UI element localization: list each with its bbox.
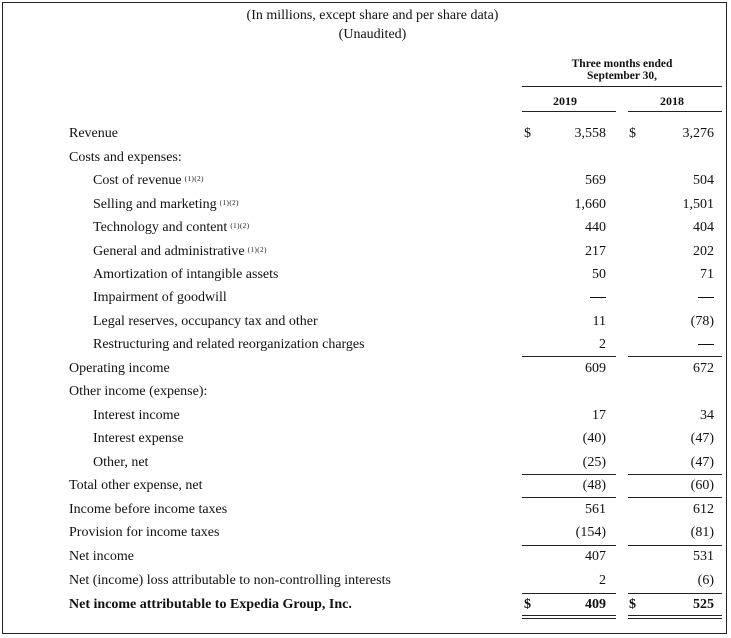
row-label-text: Interest income — [93, 408, 180, 423]
row-label-text: Net income attributable to Expedia Group, Inc. — [69, 597, 352, 612]
table-row — [0, 243, 731, 261]
row-label-text: General and administrative — [93, 244, 245, 259]
period-heading — [522, 58, 722, 82]
year-2019-header: 2019 — [553, 94, 577, 108]
value-2019: 561 — [585, 502, 606, 517]
row-label-text: Cost of revenue — [93, 173, 182, 188]
table-row — [0, 524, 731, 542]
value-2018: (47) — [690, 431, 714, 446]
row-label-text: Total other expense, net — [69, 478, 203, 493]
total-double-rule — [628, 615, 722, 619]
value-2018 — [698, 336, 714, 354]
value-2019: (40) — [582, 431, 606, 446]
row-label-text: Amortization of intangible assets — [93, 267, 279, 282]
period-underline — [522, 86, 722, 87]
row-label — [69, 524, 219, 542]
row-label — [93, 219, 250, 237]
row-label — [93, 172, 204, 190]
value-2018: 3,276 — [682, 126, 714, 141]
table-row — [0, 548, 731, 566]
value-2019: 609 — [585, 361, 606, 376]
row-label — [69, 477, 203, 495]
value-2019: (25) — [582, 455, 606, 470]
value-2018: (78) — [690, 314, 714, 329]
row-label — [93, 266, 278, 284]
value-2018: 404 — [693, 220, 714, 235]
row-label — [93, 196, 239, 214]
value-2019: 217 — [585, 244, 606, 259]
footnote-marker: (1)(2) — [230, 222, 250, 230]
row-label — [93, 407, 180, 425]
value-2019: 407 — [585, 549, 606, 564]
row-label — [93, 430, 184, 448]
row-label — [69, 360, 170, 378]
row-label-text: Interest expense — [93, 431, 184, 446]
row-label-text: Costs and expenses: — [69, 150, 182, 165]
subtotal-rule — [628, 545, 722, 546]
value-2019: 2 — [599, 337, 606, 352]
nil-dash — [698, 297, 714, 298]
year-2018-underline — [628, 111, 722, 112]
row-label-text: Impairment of goodwill — [93, 290, 227, 305]
row-label — [93, 243, 267, 261]
table-row — [0, 125, 731, 143]
value-2019: 569 — [585, 173, 606, 188]
nil-dash — [590, 297, 606, 298]
currency-symbol-2018: $ — [629, 126, 636, 141]
subtotal-rule — [522, 497, 616, 498]
row-label-text: Income before income taxes — [69, 502, 228, 517]
value-2019: 50 — [592, 267, 606, 282]
row-label — [93, 289, 227, 307]
row-label-text: Revenue — [69, 126, 118, 141]
value-2018: 1,501 — [682, 197, 714, 212]
value-2019: 11 — [592, 314, 606, 329]
table-row — [0, 501, 731, 519]
row-label — [69, 548, 134, 566]
row-label-text: Restructuring and related reorganization charges — [93, 337, 365, 352]
value-2018: (47) — [690, 455, 714, 470]
row-label — [69, 383, 207, 401]
value-2018: (81) — [690, 525, 714, 540]
year-2018-header: 2018 — [660, 94, 684, 108]
value-2018: (60) — [690, 478, 714, 493]
subtotal-rule — [522, 356, 616, 357]
table-row — [0, 383, 731, 401]
table-row — [0, 196, 731, 214]
row-label — [93, 313, 318, 331]
footnote-marker: (1)(2) — [184, 175, 204, 183]
table-row — [0, 336, 731, 354]
row-label-text: Net income — [69, 549, 134, 564]
table-row — [0, 149, 731, 167]
nil-dash — [698, 344, 714, 345]
table-row — [0, 313, 731, 331]
subtotal-rule — [628, 356, 722, 357]
total-double-rule — [522, 615, 616, 619]
value-2018: 71 — [700, 267, 714, 282]
value-2018: 34 — [700, 408, 714, 423]
value-2019: 2 — [599, 573, 606, 588]
row-label-text: Other, net — [93, 455, 149, 470]
subtotal-rule — [522, 593, 616, 594]
value-2019: 17 — [592, 408, 606, 423]
footnote-marker: (1)(2) — [247, 246, 267, 254]
table-row — [0, 477, 731, 495]
value-2018: (6) — [697, 573, 714, 588]
unaudited-note: (Unaudited) — [338, 27, 407, 42]
subtotal-rule — [522, 474, 616, 475]
subtotal-rule — [628, 593, 722, 594]
value-2018: 525 — [693, 597, 714, 612]
footnote-marker: (1)(2) — [219, 199, 239, 207]
row-label-text: Operating income — [69, 361, 170, 376]
value-2019: 1,660 — [574, 197, 606, 212]
subtotal-rule — [628, 497, 722, 498]
value-2018: 612 — [693, 502, 714, 517]
row-label-text: Net (income) loss attributable to non-controlling interests — [69, 573, 391, 588]
value-2019: 440 — [585, 220, 606, 235]
row-label — [93, 454, 148, 472]
table-row — [0, 430, 731, 448]
subtotal-rule — [522, 545, 616, 546]
value-2018 — [698, 289, 714, 307]
table-row — [0, 454, 731, 472]
units-note: (In millions, except share and per share data) — [246, 8, 499, 23]
currency-symbol-2019: $ — [524, 126, 531, 141]
row-label — [69, 596, 352, 614]
value-2019: (48) — [582, 478, 606, 493]
value-2018: 531 — [693, 549, 714, 564]
value-2018: 202 — [693, 244, 714, 259]
value-2018: 672 — [693, 361, 714, 376]
subtotal-rule — [628, 474, 722, 475]
period-heading-line1: Three months ended — [571, 58, 673, 70]
row-label — [69, 149, 182, 167]
table-row — [0, 289, 731, 307]
value-2019: (154) — [575, 525, 606, 540]
currency-symbol-2018: $ — [629, 597, 636, 612]
row-label — [93, 336, 365, 354]
row-label-text: Selling and marketing — [93, 197, 217, 212]
row-label — [69, 125, 118, 143]
table-row — [0, 172, 731, 190]
row-label-text: Provision for income taxes — [69, 525, 220, 540]
period-heading-line2: September 30, — [586, 70, 658, 82]
row-label — [69, 501, 227, 519]
row-label-text: Legal reserves, occupancy tax and other — [93, 314, 318, 329]
value-2019: 409 — [585, 597, 606, 612]
table-row — [0, 266, 731, 284]
table-row — [0, 596, 731, 614]
row-label-text: Technology and content — [93, 220, 228, 235]
value-2018: 504 — [693, 173, 714, 188]
table-row — [0, 572, 731, 590]
table-row — [0, 360, 731, 378]
value-2019 — [590, 289, 606, 307]
row-label-text: Other income (expense): — [69, 384, 208, 399]
table-row — [0, 219, 731, 237]
year-2019-underline — [522, 111, 616, 112]
row-label — [69, 572, 391, 590]
value-2019: 3,558 — [574, 126, 606, 141]
table-row — [0, 407, 731, 425]
currency-symbol-2019: $ — [524, 597, 531, 612]
